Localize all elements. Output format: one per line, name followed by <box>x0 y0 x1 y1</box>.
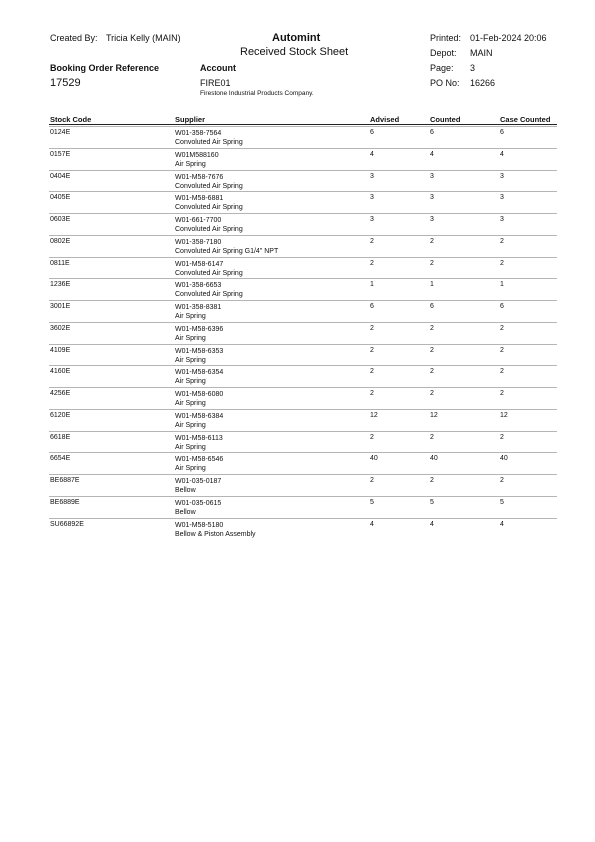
supplier-code: W01-661-7700 <box>175 217 222 224</box>
stock-code: BE6887E <box>50 477 80 484</box>
counted-qty: 5 <box>430 498 434 506</box>
stock-code: 0124E <box>50 129 71 136</box>
stock-code: 0802E <box>50 237 71 245</box>
table-row <box>0 278 595 300</box>
advised-qty: 3 <box>370 194 374 202</box>
counted-qty: 4 <box>430 150 434 158</box>
table-row <box>0 496 595 518</box>
case-counted-qty: 2 <box>500 433 504 441</box>
supplier-cell <box>175 390 223 408</box>
supplier-code: W01-358-7564 <box>175 130 222 137</box>
case-counted-qty: 1 <box>500 281 504 289</box>
supplier-code: W01-358-8381 <box>175 304 222 311</box>
row-divider <box>49 474 557 475</box>
row-divider <box>49 322 557 323</box>
advised-qty: 2 <box>370 390 374 397</box>
supplier-code: W01-M58-6147 <box>175 260 224 268</box>
supplier-cell <box>175 455 223 473</box>
stock-code: 0603E <box>50 216 71 223</box>
po-value: 16266 <box>470 78 496 88</box>
supplier-description: Air Spring <box>175 334 206 342</box>
case-counted-qty: 2 <box>500 368 504 376</box>
table-row <box>0 431 595 453</box>
page-value: 3 <box>470 63 476 73</box>
counted-qty: 4 <box>430 520 434 528</box>
po-label: PO No: <box>430 78 460 88</box>
supplier-description: Convoluted Air Spring <box>175 226 243 233</box>
supplier-cell <box>175 216 243 234</box>
supplier-cell <box>175 260 243 278</box>
case-counted-qty: 4 <box>500 150 504 158</box>
counted-qty: 2 <box>430 390 434 397</box>
page-label: Page: <box>430 63 454 73</box>
supplier-description: Air Spring <box>175 356 206 364</box>
advised-qty: 2 <box>370 477 374 484</box>
stock-code: 3001E <box>50 303 71 310</box>
account-name: Firestone Industrial Products Company. <box>200 90 314 97</box>
case-counted-qty: 40 <box>500 455 508 463</box>
supplier-code: W01-M58-6384 <box>175 412 224 420</box>
created-by-value: Tricia Kelly (MAIN) <box>106 33 181 43</box>
supplier-cell <box>175 521 256 539</box>
counted-qty: 2 <box>430 433 434 441</box>
advised-qty: 2 <box>370 346 374 354</box>
counted-qty: 2 <box>430 259 434 267</box>
stock-code: 4160E <box>50 368 71 376</box>
counted-qty: 3 <box>430 172 434 180</box>
stock-code: 6120E <box>50 411 71 419</box>
advised-qty: 2 <box>370 324 374 332</box>
stock-code: 0405E <box>50 194 71 202</box>
supplier-description: Convoluted Air Spring G1/4" NPT <box>175 247 279 255</box>
row-divider <box>49 170 557 171</box>
supplier-description: Air Spring <box>175 465 206 473</box>
supplier-cell <box>175 194 243 212</box>
stock-code: BE6889E <box>50 498 80 506</box>
created-by-label: Created By: <box>50 33 98 43</box>
supplier-description: Air Spring <box>175 160 206 168</box>
advised-qty: 1 <box>370 281 374 289</box>
advised-qty: 6 <box>370 129 374 136</box>
table-row <box>0 452 595 474</box>
advised-qty: 2 <box>370 237 374 245</box>
booking-ref-label: Booking Order Reference <box>50 63 160 73</box>
table-row <box>0 344 595 366</box>
company-name: Automint <box>272 32 321 44</box>
advised-qty: 3 <box>370 172 374 180</box>
case-counted-qty: 4 <box>500 520 504 528</box>
counted-qty: 6 <box>430 129 434 136</box>
supplier-cell <box>175 151 219 169</box>
counted-qty: 3 <box>430 216 434 223</box>
table-row <box>0 148 595 170</box>
supplier-description: Convoluted Air Spring <box>175 291 243 299</box>
row-divider <box>49 235 557 236</box>
row-divider <box>49 191 557 192</box>
sheet-title: Received Stock Sheet <box>240 46 349 58</box>
col-header-supplier: Supplier <box>175 115 206 124</box>
supplier-cell <box>175 173 243 191</box>
case-counted-qty: 3 <box>500 194 504 202</box>
row-divider <box>49 409 557 410</box>
stock-code: 0811E <box>50 259 70 267</box>
supplier-code: W01-M58-6353 <box>175 347 224 355</box>
depot-value: MAIN <box>470 48 493 58</box>
printed-label: Printed: <box>430 33 462 43</box>
supplier-code: W01-M58-6396 <box>175 325 224 333</box>
row-divider <box>49 300 557 301</box>
case-counted-qty: 12 <box>500 411 508 419</box>
advised-qty: 40 <box>370 455 378 463</box>
table-row <box>0 365 595 387</box>
case-counted-qty: 6 <box>500 303 504 310</box>
row-divider <box>49 518 557 519</box>
supplier-cell <box>175 325 223 343</box>
supplier-description: Convoluted Air Spring <box>175 182 243 190</box>
supplier-description: Air Spring <box>175 378 206 386</box>
supplier-code: W01-M58-6113 <box>175 434 223 442</box>
row-divider <box>49 213 557 214</box>
supplier-cell <box>175 303 221 321</box>
stock-code: 4109E <box>50 346 71 354</box>
supplier-code: W01-035-0615 <box>175 499 222 507</box>
row-divider <box>49 126 557 127</box>
supplier-code: W01-M58-6546 <box>175 456 224 464</box>
table-row <box>0 170 595 192</box>
supplier-description: Convoluted Air Spring <box>175 139 243 146</box>
table-row <box>0 387 595 409</box>
supplier-code: W01-M58-6881 <box>175 195 224 203</box>
stock-code: 0157E <box>50 150 71 158</box>
booking-ref-value: 17529 <box>50 77 81 89</box>
supplier-description: Bellow <box>175 487 196 494</box>
advised-qty: 6 <box>370 303 374 310</box>
table-row <box>0 126 595 148</box>
supplier-cell <box>175 477 221 495</box>
counted-qty: 40 <box>430 455 438 463</box>
advised-qty: 4 <box>370 520 374 528</box>
case-counted-qty: 3 <box>500 216 504 223</box>
table-row <box>0 322 595 344</box>
advised-qty: 2 <box>370 259 374 267</box>
row-divider <box>49 278 557 279</box>
table-row <box>0 409 595 431</box>
counted-qty: 3 <box>430 194 434 202</box>
col-header-stock-code: Stock Code <box>50 115 92 124</box>
supplier-code: W01-358-6653 <box>175 282 222 290</box>
account-label: Account <box>200 63 236 73</box>
table-row <box>0 235 595 257</box>
case-counted-qty: 6 <box>500 129 504 136</box>
case-counted-qty: 2 <box>500 346 504 354</box>
counted-qty: 1 <box>430 281 434 289</box>
case-counted-qty: 3 <box>500 172 504 180</box>
row-divider <box>49 148 557 149</box>
supplier-code: W01-035-0187 <box>175 478 222 485</box>
counted-qty: 6 <box>430 303 434 310</box>
supplier-description: Bellow & Piston Assembly <box>175 530 256 538</box>
stock-code: 6654E <box>50 455 71 463</box>
row-divider <box>49 496 557 497</box>
supplier-cell <box>175 434 223 452</box>
stock-code: 3602E <box>50 324 71 332</box>
advised-qty: 2 <box>370 433 374 441</box>
counted-qty: 2 <box>430 324 434 332</box>
supplier-cell <box>175 129 243 147</box>
supplier-description: Air Spring <box>175 443 206 451</box>
supplier-description: Convoluted Air Spring <box>175 204 243 212</box>
table-row <box>0 518 595 540</box>
supplier-cell <box>175 238 278 256</box>
supplier-code: W01-M58-5180 <box>175 521 224 529</box>
account-code: FIRE01 <box>200 78 231 88</box>
row-divider <box>49 431 557 432</box>
advised-qty: 4 <box>370 150 374 158</box>
counted-qty: 2 <box>430 346 434 354</box>
supplier-description: Bellow <box>175 508 196 516</box>
printed-value: 01-Feb-2024 20:06 <box>470 33 547 43</box>
col-header-counted: Counted <box>430 115 461 124</box>
stock-code: 4256E <box>50 390 71 397</box>
table-row <box>0 300 595 322</box>
supplier-code: W01-M58-6080 <box>175 391 224 398</box>
table-row <box>0 191 595 213</box>
case-counted-qty: 5 <box>500 498 504 506</box>
supplier-description: Convoluted Air Spring <box>175 269 243 277</box>
advised-qty: 3 <box>370 216 374 223</box>
col-header-advised: Advised <box>370 115 400 124</box>
supplier-cell <box>175 347 223 365</box>
supplier-description: Air Spring <box>175 400 206 407</box>
stock-table-body <box>0 126 595 539</box>
stock-code: 1236E <box>50 281 71 289</box>
row-divider <box>49 257 557 258</box>
stock-code: 6618E <box>50 433 71 441</box>
stock-code: 0404E <box>50 172 71 180</box>
row-divider <box>49 387 557 388</box>
case-counted-qty: 2 <box>500 477 504 484</box>
advised-qty: 12 <box>370 411 378 419</box>
stock-code: SU66892E <box>50 520 84 528</box>
supplier-description: Air Spring <box>175 421 206 429</box>
col-header-case-counted: Case Counted <box>500 115 551 124</box>
supplier-description: Air Spring <box>175 313 206 320</box>
case-counted-qty: 2 <box>500 237 504 245</box>
counted-qty: 12 <box>430 411 438 419</box>
supplier-code: W01-358-7180 <box>175 238 222 246</box>
supplier-cell <box>175 281 243 299</box>
supplier-cell <box>175 499 221 517</box>
supplier-cell <box>175 368 223 386</box>
supplier-code: W01M588160 <box>175 151 219 159</box>
counted-qty: 2 <box>430 477 434 484</box>
counted-qty: 2 <box>430 237 434 245</box>
supplier-code: W01-M58-6354 <box>175 369 224 377</box>
case-counted-qty: 2 <box>500 259 504 267</box>
header-divider <box>49 124 557 125</box>
case-counted-qty: 2 <box>500 324 504 332</box>
advised-qty: 2 <box>370 368 374 376</box>
row-divider <box>49 344 557 345</box>
supplier-code: W01-M58-7676 <box>175 173 224 181</box>
case-counted-qty: 2 <box>500 390 504 397</box>
row-divider <box>49 452 557 453</box>
supplier-cell <box>175 412 223 430</box>
counted-qty: 2 <box>430 368 434 376</box>
table-row <box>0 474 595 496</box>
advised-qty: 5 <box>370 498 374 506</box>
depot-label: Depot: <box>430 48 457 58</box>
table-row <box>0 213 595 235</box>
table-row <box>0 257 595 279</box>
row-divider <box>49 365 557 366</box>
